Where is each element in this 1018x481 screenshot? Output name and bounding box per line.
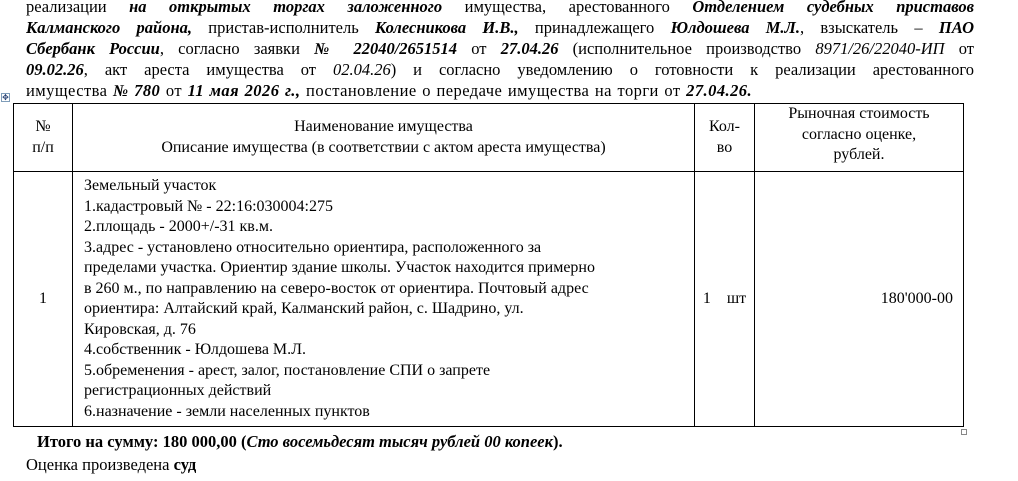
table-row <box>14 172 964 427</box>
text-run: принадлежащего <box>518 18 671 37</box>
text-run: имущества <box>26 81 114 100</box>
description-line: 3.адрес - установлено относительно ориентира, расположенного за <box>84 238 542 256</box>
text-run: 27.04.26. <box>686 81 753 100</box>
description-line: Земельный участок <box>84 177 217 194</box>
text-run: № 780 <box>113 81 161 100</box>
table-header-row <box>14 104 964 172</box>
text-run: Отделением судебных приставов <box>692 0 974 16</box>
paragraph-line <box>26 0 974 17</box>
text-run: постановление о передаче имущества на торги от <box>300 81 687 100</box>
text-run: 11 мая 2026 г., <box>187 81 301 100</box>
paragraph-line <box>26 17 974 38</box>
valuation-line: Оценка произведена суд <box>26 455 197 474</box>
header-num: № п/п <box>14 104 73 172</box>
row-num: 1 <box>14 172 73 427</box>
description-line: 5.обременения - арест, залог, постановление СПИ о запрете <box>84 361 491 379</box>
description-line: 6.назначение - земли населенных пунктов <box>84 402 370 420</box>
header-name: Наименование имущества Описание имущества (в соответствии с актом ареста имущества) <box>73 104 695 172</box>
row-description <box>73 172 695 427</box>
property-table <box>13 103 964 427</box>
text-run: реализации <box>26 0 130 16</box>
paragraph-line <box>26 59 974 80</box>
text-run: № 22040/2651514 <box>314 39 458 58</box>
text-run: 09.02.26 <box>26 60 84 79</box>
description-line: регистрационных действий <box>84 382 272 399</box>
text-run: ПАО <box>938 18 974 37</box>
text-run: от <box>160 81 188 100</box>
description-line: пределами участка. Ориентир здание школы. Участок находится примерно <box>84 259 595 276</box>
description-line: 2.площадь - 2000+/-31 кв.м. <box>84 218 273 235</box>
text-run: ) и согласно уведомлению о готовности к реализации арестованного <box>390 60 974 79</box>
text-run: пристав-исполнитель <box>192 18 376 37</box>
paragraph-line <box>26 38 974 59</box>
description-line: ориентира: Алтайский край, Калманский район, с. Шадрино, ул. <box>84 300 524 317</box>
text-run: Колесникова И.В., <box>375 18 519 37</box>
description-line: Кировская, д. 76 <box>84 320 196 338</box>
text-run: на открытых торгах заложенного <box>129 0 443 16</box>
notice-paragraph <box>26 0 974 101</box>
total-line: Итого на сумму: 180 000,00 (Сто восемьдесят тысяч рублей 00 копеек). <box>37 432 563 451</box>
text-run: (исполнительное производство <box>558 39 816 58</box>
table-move-handle-icon[interactable]: ✥ <box>2 93 9 102</box>
row-price: 180'000-00 <box>755 172 964 427</box>
text-run: имущества, арестованного <box>442 0 693 16</box>
text-run: от <box>944 39 974 58</box>
text-run: 27.04.26 <box>500 39 559 58</box>
header-qty: Кол- во <box>695 104 755 172</box>
paragraph-line <box>26 80 974 101</box>
text-run: 02.04.26 <box>332 60 391 79</box>
text-run: , взыскатель – <box>799 18 939 37</box>
text-run: Сбербанк России <box>26 39 160 58</box>
total-amount-words: Сто восемьдесят тысяч рублей 00 копеек <box>246 432 553 451</box>
header-price: Рыночная стоимость согласно оценке, рублей. <box>755 104 964 172</box>
description-line: 4.собственник - Юлдошева М.Л. <box>84 341 306 358</box>
table-resize-handle[interactable] <box>961 429 967 435</box>
text-run: , согласно заявки <box>159 39 315 58</box>
description-line: в 260 м., по направлению на северо-восток от ориентира. Почтовый адрес <box>84 279 589 297</box>
text-run: , акт ареста имущества от <box>83 60 333 79</box>
row-qty: 1 шт <box>695 172 755 427</box>
text-run: Юлдошева М.Л. <box>670 18 800 37</box>
description-line: 1.кадастровый № - 22:16:030004:275 <box>84 197 333 215</box>
text-run: Калманского района, <box>26 18 193 37</box>
text-run: 8971/26/22040-ИП <box>815 39 945 58</box>
text-run: от <box>457 39 501 58</box>
